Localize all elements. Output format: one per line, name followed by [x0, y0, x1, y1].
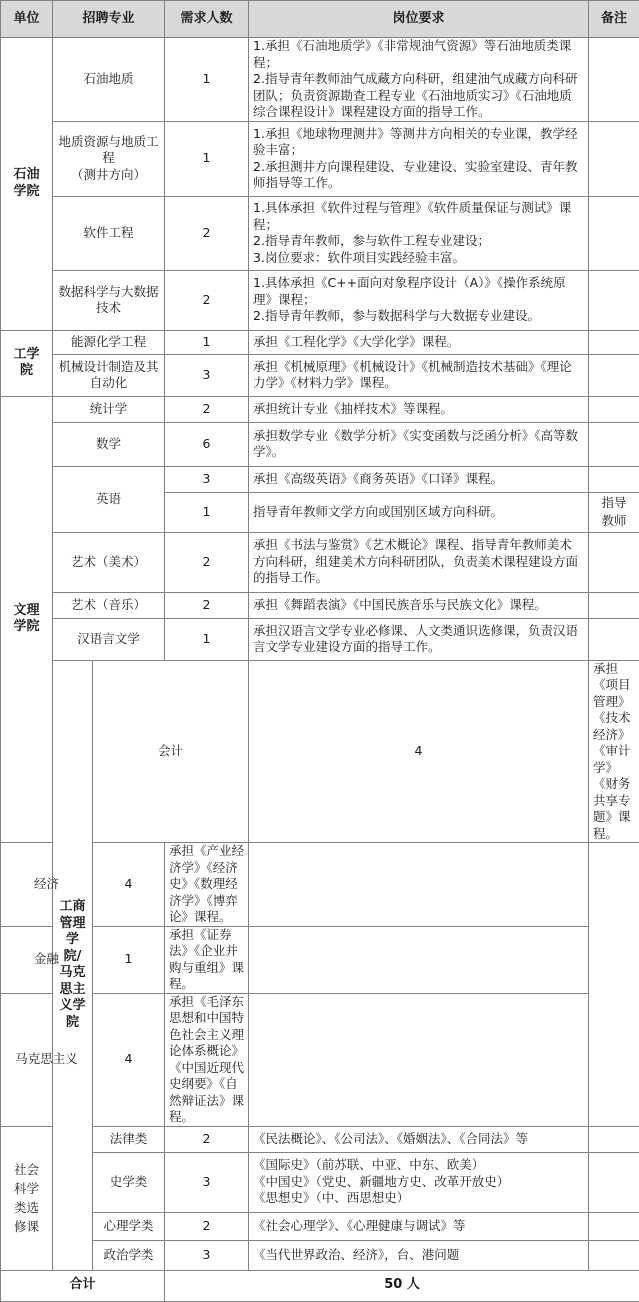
major-cell: 艺术（美术） — [53, 532, 165, 592]
count-cell: 6 — [165, 422, 249, 466]
note-cell: 指导教师 — [589, 492, 639, 532]
major-cell: 地质资源与地质工程 （测井方向） — [53, 121, 165, 196]
table-row — [1, 532, 639, 592]
requirement-cell: 承担《机械原理》《机械设计》《机械制造技术基础》《理论力学》《材料力学》课程。 — [249, 354, 589, 396]
count-cell: 1 — [165, 121, 249, 196]
requirement-cell: 承担数学专业《数学分析》《实变函数与泛函分析》《高等数学》。 — [249, 422, 589, 466]
major-cell: 数学 — [53, 422, 165, 466]
count-cell: 3 — [165, 354, 249, 396]
requirement-cell: 承担《舞蹈表演》《中国民族音乐与民族文化》课程。 — [249, 592, 589, 618]
table-row — [1, 993, 639, 1126]
group-social-science: 社会科学类选修课 — [1, 1126, 53, 1270]
count-cell: 1 — [93, 926, 165, 993]
note-cell — [589, 1152, 639, 1212]
major-cell: 法律类 — [93, 1126, 165, 1152]
requirement-cell: 指导青年教师文学方向或国别区域方向科研。 — [249, 492, 589, 532]
unit-engineering: 工学院 — [1, 330, 53, 396]
count-cell: 2 — [165, 270, 249, 330]
total-row — [1, 1270, 639, 1301]
count-cell: 1 — [165, 618, 249, 660]
table-row — [1, 354, 639, 396]
requirement-cell: 承担《项目管理》《技术经济》《审计学》《财务共享专题》课程。 — [589, 660, 639, 843]
header-requirement: 岗位要求 — [249, 1, 589, 38]
table-row — [1, 843, 639, 927]
note-cell — [589, 592, 639, 618]
requirement-cell: 《当代世界政治、经济》，台、港问题 — [249, 1240, 589, 1270]
header-major: 招聘专业 — [53, 1, 165, 38]
table-row — [1, 1126, 639, 1152]
note-cell — [589, 1212, 639, 1240]
major-cell: 英语 — [53, 466, 165, 532]
count-cell: 2 — [165, 532, 249, 592]
table-row — [1, 1240, 639, 1270]
count-cell: 1 — [165, 492, 249, 532]
major-cell: 会计 — [93, 660, 249, 843]
unit-business: 工商管理学院/马克思主义学院 — [53, 660, 93, 1270]
count-cell: 4 — [93, 993, 165, 1126]
note-cell — [589, 196, 639, 270]
note-cell — [589, 1240, 639, 1270]
count-cell: 2 — [165, 1126, 249, 1152]
table-row — [1, 196, 639, 270]
header-note: 备注 — [589, 1, 639, 38]
major-cell: 心理学类 — [93, 1212, 165, 1240]
table-row — [1, 396, 639, 422]
major-cell: 艺术（音乐） — [53, 592, 165, 618]
major-cell: 政治学类 — [93, 1240, 165, 1270]
note-cell — [249, 843, 589, 927]
requirement-cell: 承担《工程化学》《大学化学》课程。 — [249, 330, 589, 354]
major-cell: 能源化学工程 — [53, 330, 165, 354]
note-cell — [589, 466, 639, 492]
unit-science: 文理学院 — [1, 396, 53, 843]
requirement-cell: 《国际史》（前苏联、中亚、中东、欧美） 《中国史》（党史、新疆地方史、改革开放史） 《思想史》（中、西思想史） — [249, 1152, 589, 1212]
count-cell: 1 — [165, 330, 249, 354]
note-cell — [589, 532, 639, 592]
count-cell: 2 — [165, 196, 249, 270]
table-row — [1, 38, 639, 122]
major-cell: 石油地质 — [53, 38, 165, 122]
requirement-cell: 1.具体承担《软件过程与管理》《软件质量保证与测试》课程； 2.指导青年教师，参与软件工程专业建设； 3.岗位要求：软件项目实践经验丰富。 — [249, 196, 589, 270]
requirement-cell: 1.承担《石油地质学》《非常规油气资源》等石油地质类课程； 2.指导青年教师油气成藏方向科研，组建油气成藏方向科研团队；负责资源勘查工程专业《石油地质实习》《石油地质综合课程设计》课程建设方面的指导工作。 — [249, 38, 589, 122]
note-cell — [589, 354, 639, 396]
requirement-cell: 承担统计专业《抽样技术》等课程。 — [249, 396, 589, 422]
count-cell: 2 — [165, 592, 249, 618]
requirement-cell: 承担《证券法》《企业并购与重组》课程。 — [165, 926, 249, 993]
major-cell: 汉语言文学 — [53, 618, 165, 660]
count-cell: 4 — [249, 660, 589, 843]
major-cell: 金融 — [1, 926, 93, 993]
note-cell — [589, 270, 639, 330]
major-cell: 经济 — [1, 843, 93, 927]
major-cell: 机械设计制造及其自动化 — [53, 354, 165, 396]
note-cell — [589, 121, 639, 196]
table-row — [1, 270, 639, 330]
major-cell: 史学类 — [93, 1152, 165, 1212]
table-row — [1, 422, 639, 466]
note-cell — [249, 926, 589, 993]
major-cell: 马克思主义 — [1, 993, 93, 1126]
major-cell: 数据科学与大数据技术 — [53, 270, 165, 330]
requirement-cell: 承担《书法与鉴赏》《艺术概论》课程、指导青年教师美术方向科研，组建美术方向科研团队，负责美术课程建设方面的指导工作。 — [249, 532, 589, 592]
requirement-cell: 《民法概论》、《公司法》、《婚姻法》、《合同法》等 — [249, 1126, 589, 1152]
table-row — [1, 1212, 639, 1240]
note-cell — [589, 330, 639, 354]
requirement-cell: 1.承担《地球物理测井》等测井方向相关的专业课，教学经验丰富； 2.承担测井方向课程建设、专业建设、实验室建设、青年教师指导等工作。 — [249, 121, 589, 196]
requirement-cell: 承担《产业经济学》《经济史》《数理经济学》《博弈论》课程。 — [165, 843, 249, 927]
table-row — [1, 466, 639, 492]
table-row — [1, 592, 639, 618]
total-label: 合计 — [1, 1270, 165, 1301]
header-unit: 单位 — [1, 1, 53, 38]
requirement-cell: 承担汉语言文学专业必修课、人文类通识选修课，负责汉语言文学专业建设方面的指导工作。 — [249, 618, 589, 660]
requirement-cell: 承担《毛泽东思想和中国特色社会主义理论体系概论》《中国近现代史纲要》《自然辩证法》课程。 — [165, 993, 249, 1126]
requirement-cell: 1.具体承担《C++面向对象程序设计（A）》《操作系统原理》课程； 2.指导青年教师，参与数据科学与大数据专业建设。 — [249, 270, 589, 330]
note-cell — [589, 618, 639, 660]
count-cell: 4 — [93, 843, 165, 927]
header-row — [1, 1, 639, 38]
table-row — [1, 926, 639, 993]
count-cell: 3 — [165, 466, 249, 492]
table-row — [1, 330, 639, 354]
major-cell: 统计学 — [53, 396, 165, 422]
table-row — [1, 618, 639, 660]
count-cell: 3 — [165, 1152, 249, 1212]
header-count: 需求人数 — [165, 1, 249, 38]
total-value: 50 人 — [165, 1270, 639, 1301]
unit-petroleum: 石油学院 — [1, 38, 53, 331]
note-cell — [249, 993, 589, 1126]
count-cell: 3 — [165, 1240, 249, 1270]
count-cell: 2 — [165, 1212, 249, 1240]
table-row — [1, 121, 639, 196]
requirement-cell: 承担《高级英语》《商务英语》《口译》课程。 — [249, 466, 589, 492]
note-cell — [589, 1126, 639, 1152]
table-row — [1, 1152, 639, 1212]
count-cell: 2 — [165, 396, 249, 422]
note-cell — [589, 396, 639, 422]
major-cell: 软件工程 — [53, 196, 165, 270]
table-row — [1, 660, 639, 843]
note-cell — [589, 38, 639, 122]
requirement-cell: 《社会心理学》、《心理健康与调试》等 — [249, 1212, 589, 1240]
count-cell: 1 — [165, 38, 249, 122]
note-cell — [589, 422, 639, 466]
